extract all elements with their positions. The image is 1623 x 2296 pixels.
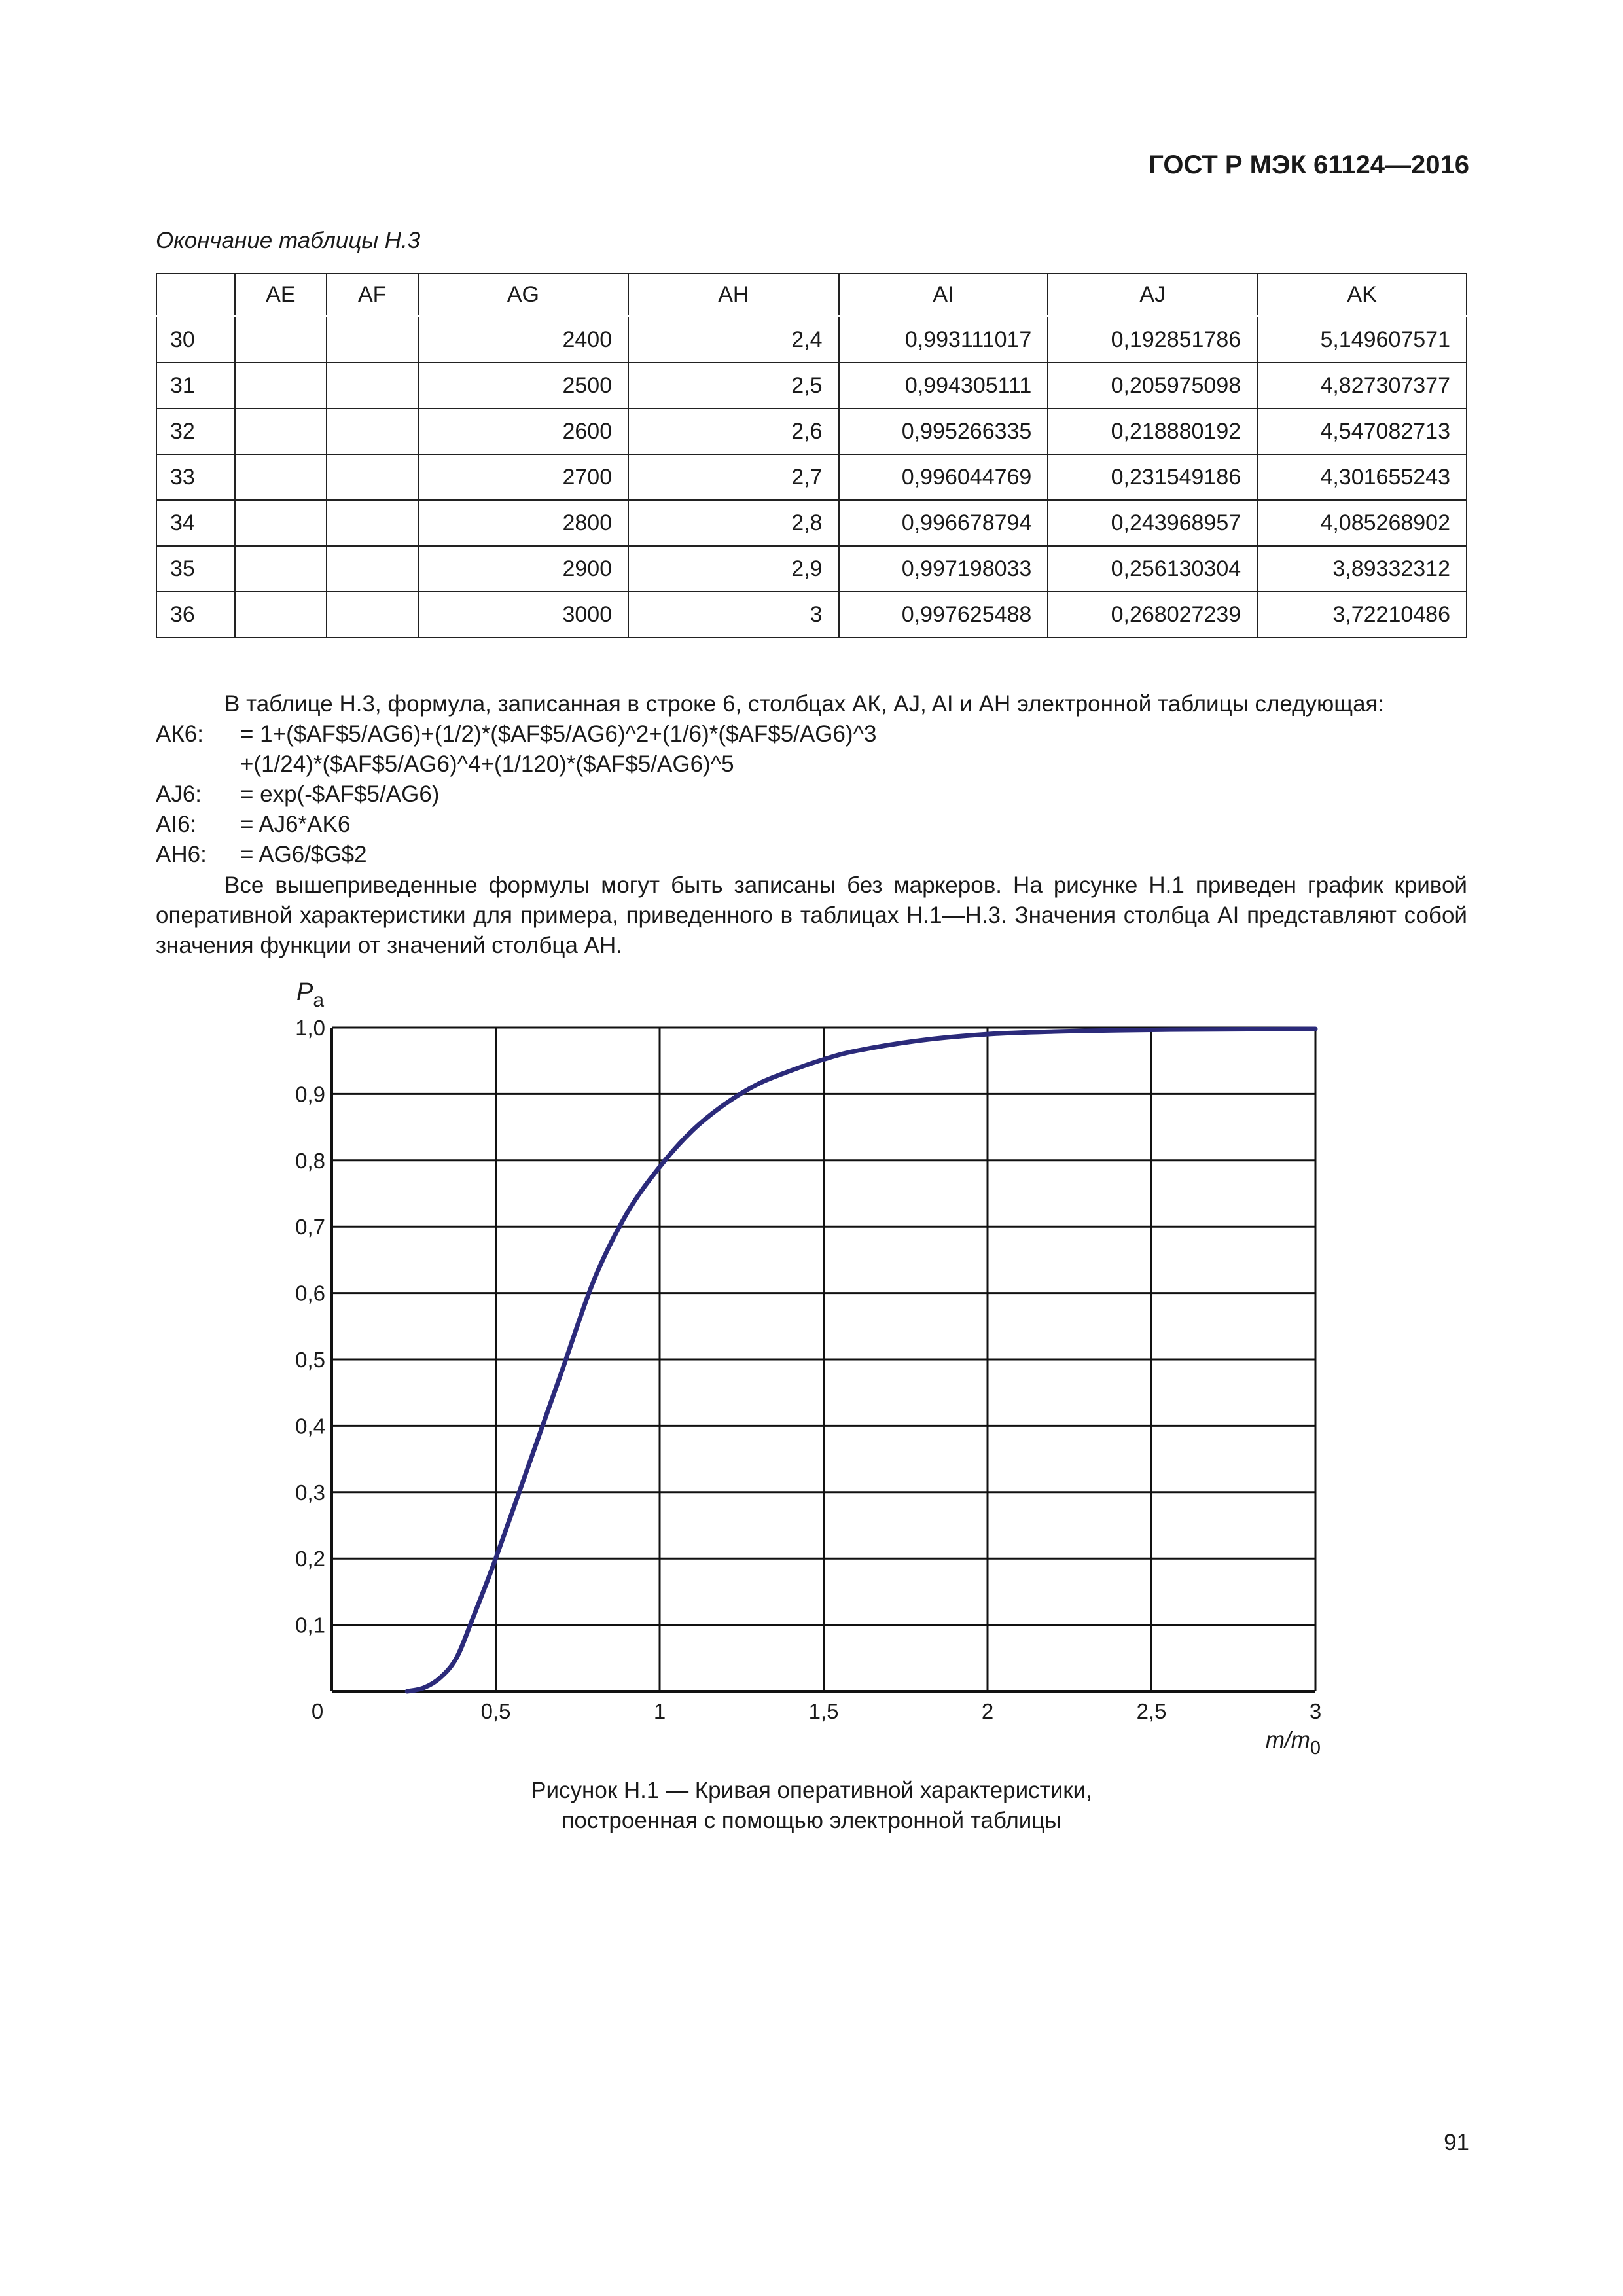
table-cell: 2500: [418, 363, 628, 408]
formula-label: AJ6:: [156, 781, 202, 807]
table-cell: 30: [156, 316, 235, 363]
table-cell: 32: [156, 408, 235, 454]
table-cell: 0,996678794: [839, 500, 1048, 546]
y-tick-label: 0,6: [295, 1281, 325, 1306]
table-cell: 4,301655243: [1257, 454, 1467, 500]
intro-paragraph: В таблице Н.3, формула, записанная в строке 6, столбцах АК, AJ, AI и АН электронной таблицы следующая:: [224, 691, 1385, 717]
figure-caption-line2: построенная с помощью электронной таблицы: [562, 1808, 1061, 1833]
table-cell: 35: [156, 546, 235, 592]
header-cell: AJ: [1048, 274, 1257, 316]
y-tick-label: 0,4: [295, 1414, 325, 1439]
header-cell: AH: [628, 274, 838, 316]
table-cell: 0,993111017: [839, 316, 1048, 363]
table-cell: 2800: [418, 500, 628, 546]
formula-text: +(1/24)*($AF$5/AG6)^4+(1/120)*($AF$5/AG6)^5: [240, 751, 734, 777]
formula-label: AI6:: [156, 812, 197, 837]
formula-label: AH6:: [156, 842, 207, 867]
x-axis-label-sub: 0: [1310, 1738, 1321, 1759]
y-tick-label: 0,7: [295, 1215, 325, 1240]
x-tick-label: 1: [653, 1699, 666, 1723]
table-cell: 31: [156, 363, 235, 408]
figure-caption-line1: Рисунок Н.1 — Кривая оперативной характеристики,: [531, 1778, 1092, 1803]
formula-text: = exp(-$AF$5/AG6): [240, 781, 440, 807]
x-tick-label: 2: [981, 1699, 994, 1723]
table-cell: 0,231549186: [1048, 454, 1257, 500]
header-cell: AI: [839, 274, 1048, 316]
formula-text: = AJ6*AK6: [240, 812, 351, 837]
table-cell: 3000: [418, 592, 628, 637]
header-cell: AG: [418, 274, 628, 316]
x-axis-label: [1266, 1727, 1321, 1759]
y-tick-label: 0,1: [295, 1613, 325, 1638]
x-tick-label: 1,5: [808, 1699, 839, 1723]
table-cell: 2600: [418, 408, 628, 454]
table-cell: 2700: [418, 454, 628, 500]
y-tick-label: 0,8: [295, 1148, 325, 1173]
table-cell: 0,997625488: [839, 592, 1048, 637]
origin-label: 0: [311, 1699, 324, 1723]
header-cell: AK: [1257, 274, 1467, 316]
table-cell: 4,827307377: [1257, 363, 1467, 408]
table-cell: 0,205975098: [1048, 363, 1257, 408]
header-cell: AE: [235, 274, 327, 316]
formula-text: = 1+($AF$5/AG6)+(1/2)*($AF$5/AG6)^2+(1/6)*($AF$5/AG6)^3: [240, 721, 877, 747]
table-cell: 0,997198033: [839, 546, 1048, 592]
table-cell: 2,8: [628, 500, 838, 546]
table-cell: 5,149607571: [1257, 316, 1467, 363]
table-cell: 3,72210486: [1257, 592, 1467, 637]
y-axis-label-main: P: [296, 978, 313, 1006]
table-cell: 34: [156, 500, 235, 546]
y-tick-label: 0,9: [295, 1082, 325, 1107]
table-cell: 0,994305111: [839, 363, 1048, 408]
x-axis-label-main: m/m: [1265, 1727, 1310, 1753]
x-tick-label: 0,5: [480, 1699, 511, 1723]
table-cell: 2,5: [628, 363, 838, 408]
x-tick-label: 2,5: [1136, 1699, 1167, 1723]
y-tick-label: 0,5: [295, 1348, 325, 1372]
table-cell: 2400: [418, 316, 628, 363]
table-cell: 0,192851786: [1048, 316, 1257, 363]
y-tick-label: 1,0: [295, 1016, 325, 1040]
y-axis-label: [296, 978, 324, 1011]
table-cell: 36: [156, 592, 235, 637]
table-cell: 2,4: [628, 316, 838, 363]
y-axis-label-sub: a: [313, 990, 325, 1011]
table-cell: 33: [156, 454, 235, 500]
table-cell: 2,9: [628, 546, 838, 592]
table-cell: 3,89332312: [1257, 546, 1467, 592]
formula-label: АК6:: [156, 721, 204, 747]
table-cell: 2900: [418, 546, 628, 592]
table-cell: 2,6: [628, 408, 838, 454]
y-tick-label: 0,2: [295, 1547, 325, 1571]
y-tick-label: 0,3: [295, 1480, 325, 1505]
header-cell: AF: [327, 274, 418, 316]
table-cell: 0,996044769: [839, 454, 1048, 500]
standard-designation: ГОСТ Р МЭК 61124—2016: [1149, 151, 1469, 179]
table-cell: 0,995266335: [839, 408, 1048, 454]
body-paragraph: Все вышеприведенные формулы могут быть записаны без маркеров. На рисунке Н.1 приведен график кривой оперативной характеристики для примера, приведенного в таблицах Н.1—Н.3. Значения столбца AI представляют собой значения функции от значений столбца АН.: [156, 872, 1467, 958]
formula-text: = AG6/$G$2: [240, 842, 367, 867]
table-cell: 0,218880192: [1048, 408, 1257, 454]
table-cell: 3: [628, 592, 838, 637]
table-caption: Окончание таблицы Н.3: [156, 228, 421, 253]
table-cell: 0,256130304: [1048, 546, 1257, 592]
table-cell: 0,268027239: [1048, 592, 1257, 637]
x-tick-label: 3: [1309, 1699, 1322, 1723]
table-cell: 4,547082713: [1257, 408, 1467, 454]
table-cell: 0,243968957: [1048, 500, 1257, 546]
table-cell: 2,7: [628, 454, 838, 500]
table-cell: 4,085268902: [1257, 500, 1467, 546]
page-number: 91: [1444, 2130, 1469, 2155]
